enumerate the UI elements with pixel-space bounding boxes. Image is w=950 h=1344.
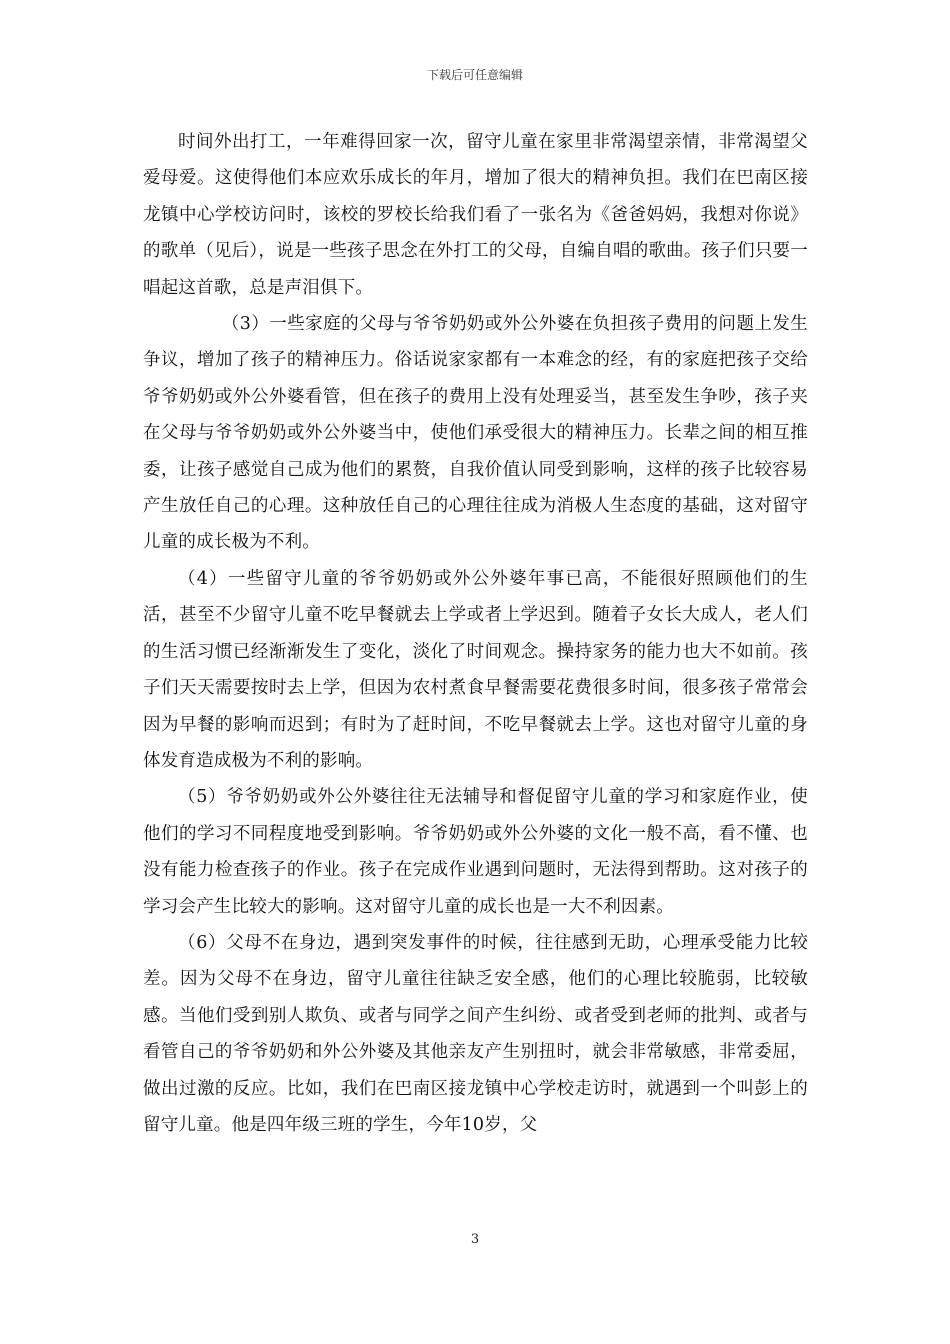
paragraph-item-6: （6）父母不在身边，遇到突发事件的时候，往往感到无助，心理承受能力比较差。因为父母不在身边，留守儿童往往缺乏安全感，他们的心理比较脆弱，比较敏感。当他们受到别人欺负、或者与同学之间产生纠纷、或者受到老师的批判、或者与看管自己的爷爷奶奶和外公外婆及其他亲友产生别扭时，就会非常敏感，非常委屈，做出过激的反应。比如，我们在巴南区接龙镇中心学校走访时，就遇到一个叫彭上的留守儿童。他是四年级三班的学生，今年10岁，父 [143, 932, 808, 1135]
paragraph-item-4: （4）一些留守儿童的爷爷奶奶或外公外婆年事已高，不能很好照顾他们的生活，甚至不少留守儿童不吃早餐就去上学或者上学迟到。随着子女长大成人，老人们的生活习惯已经渐渐发生了变化，淡化了时间观念。操持家务的能力也大不如前。孩子们天天需要按时去上学，但因为农村煮食早餐需要花费很多时间，很多孩子常常会因为早餐的影响而迟到；有时为了赶时间，不吃早餐就去上学。这也对留守儿童的身体发育造成极为不利的影响。 [143, 568, 808, 771]
paragraph-continued: 时间外出打工，一年难得回家一次，留守儿童在家里非常渴望亲情，非常渴望父爱母爱。这使得他们本应欢乐成长的年月，增加了很大的精神负担。我们在巴南区接龙镇中心学校访问时，该校的罗校长给我们看了一张名为《爸爸妈妈，我想对你说》的歌单（见后），说是一些孩子思念在外打工的父母，自编自唱的歌曲。孩子们只要一唱起这首歌，总是声泪俱下。 [143, 132, 808, 298]
paragraph-item-3: （3）一些家庭的父母与爷爷奶奶或外公外婆在负担孩子费用的问题上发生争议，增加了孩子的精神压力。俗话说家家都有一本难念的经，有的家庭把孩子交给爷爷奶奶或外公外婆看管，但在孩子的费用上没有处理妥当，甚至发生争吵，孩子夹在父母与爷爷奶奶或外公外婆当中，使他们承受很大的精神压力。长辈之间的相互推委，让孩子感觉自己成为他们的累赘，自我价值认同受到影响，这样的孩子比较容易产生放任自己的心理。这种放任自己的心理往往成为消极人生态度的基础，这对留守儿童的成长极为不利。 [143, 314, 808, 553]
page-number: 3 [470, 1232, 480, 1247]
page-header: 下载后可任意编辑 [426, 68, 523, 82]
document-body [143, 124, 808, 1143]
paragraph-item-5: （5）爷爷奶奶或外公外婆往往无法辅导和督促留守儿童的学习和家庭作业，使他们的学习不同程度地受到影响。爷爷奶奶或外公外婆的文化一般不高，看不懂、也没有能力检查孩子的作业。孩子在完成作业遇到问题时，无法得到帮助。这对孩子的学习会产生比较大的影响。这对留守儿童的成长也是一大不利因素。 [143, 787, 808, 917]
